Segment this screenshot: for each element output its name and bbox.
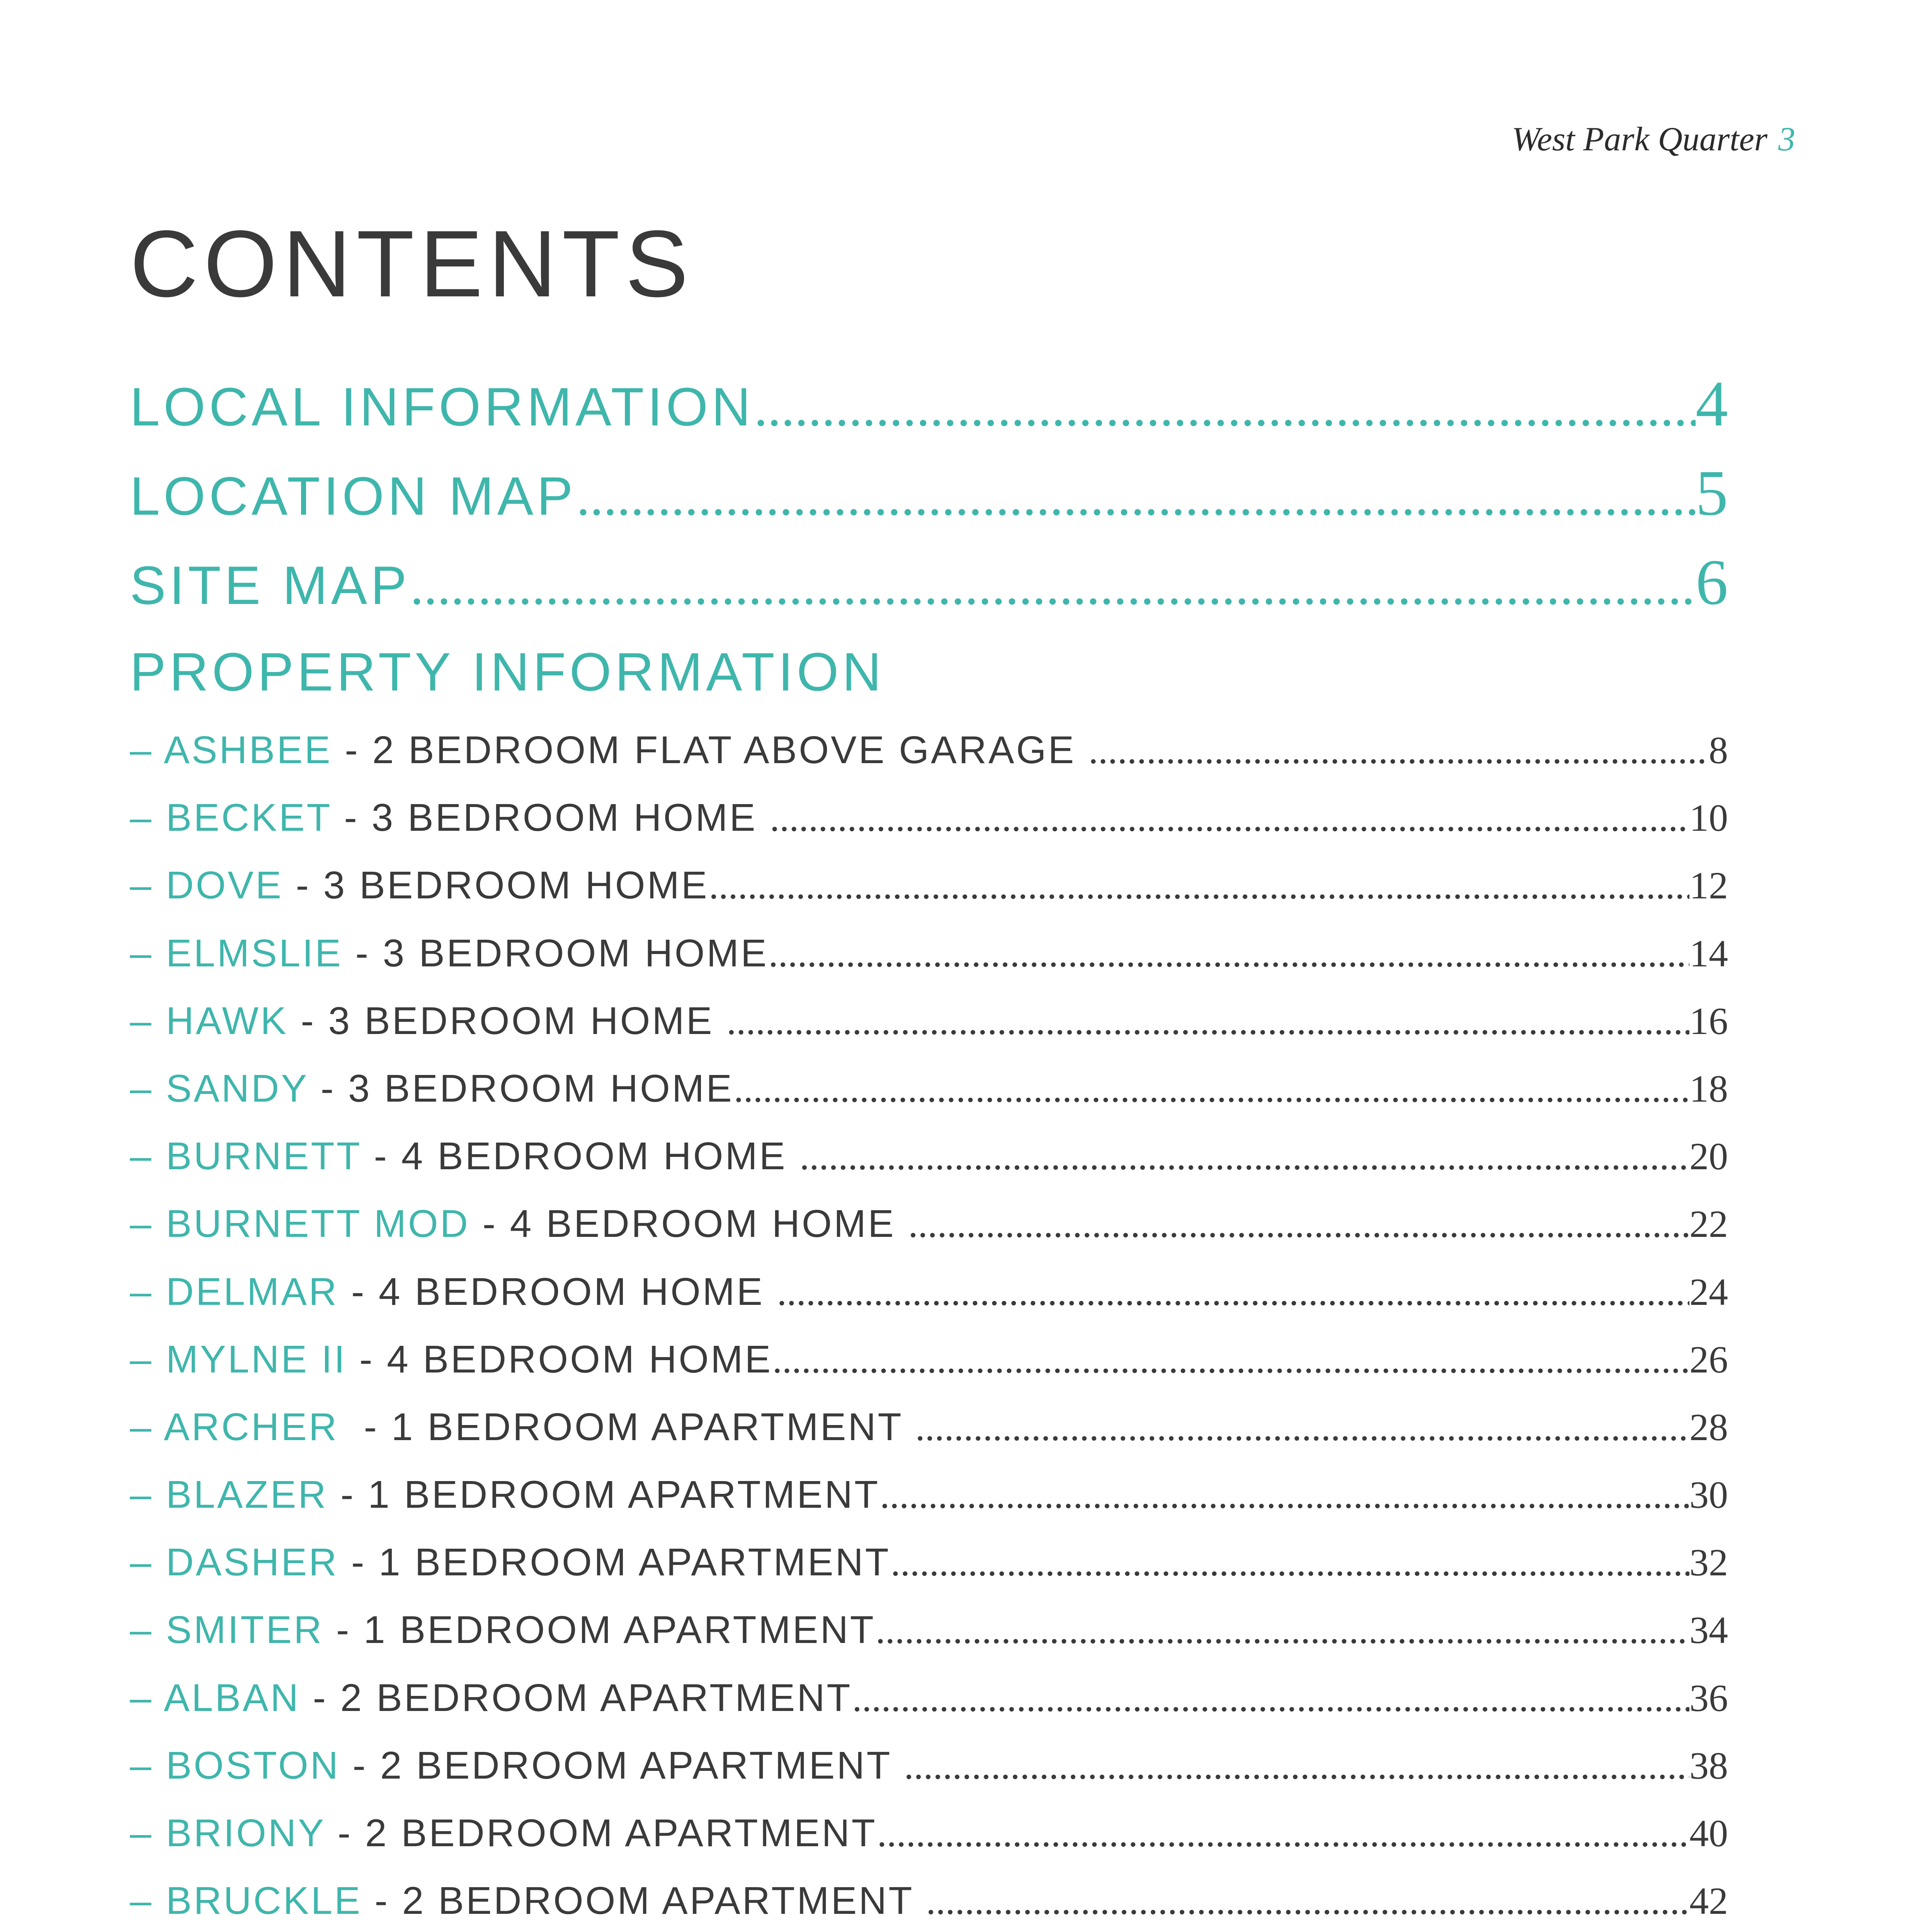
toc-entry-smiter[interactable] (130, 1596, 1728, 1664)
property-name: – BOSTON (130, 1743, 340, 1787)
property-description: - 2 BEDROOM FLAT ABOVE GARAGE (332, 728, 1089, 772)
toc-entry-page: 4 (1696, 368, 1728, 440)
toc-entry-page: 6 (1696, 546, 1728, 618)
toc-entry-page: 28 (1689, 1405, 1728, 1449)
property-name: – MYLNE II (130, 1337, 347, 1381)
dot-leader (926, 1867, 1689, 1932)
toc-entry-page: 40 (1689, 1812, 1728, 1855)
property-name: – BURNETT MOD (130, 1202, 470, 1246)
property-description: - 4 BEDROOM HOME (338, 1270, 777, 1313)
dot-leader (734, 1055, 1689, 1122)
dot-leader (891, 1529, 1689, 1596)
dot-leader (908, 1190, 1689, 1258)
toc-entry-boston[interactable] (130, 1732, 1728, 1799)
page-number: 3 (1778, 121, 1795, 158)
property-description: - 3 BEDROOM HOME (308, 1066, 734, 1110)
publication-title: West Park Quarter (1512, 121, 1767, 158)
dot-leader (772, 1326, 1689, 1393)
dot-leader (777, 1258, 1689, 1326)
dot-leader (799, 1122, 1689, 1190)
toc-entry-delmar[interactable] (130, 1258, 1728, 1326)
property-description: - 4 BEDROOM HOME (361, 1134, 800, 1178)
dot-leader (577, 452, 1696, 541)
dot-leader (726, 987, 1689, 1055)
toc-entry-page: 8 (1709, 729, 1728, 772)
toc-entry-sandy[interactable] (130, 1055, 1728, 1122)
toc-entry-briony[interactable] (130, 1799, 1728, 1867)
toc-entry-page: 32 (1689, 1541, 1728, 1584)
property-name: – ASHBEE (130, 728, 332, 772)
dot-leader (904, 1732, 1689, 1799)
table-of-contents (130, 359, 1728, 1932)
property-name: – HAWK (130, 999, 288, 1043)
property-description: - 3 BEDROOM HOME (342, 931, 769, 975)
property-description: - 2 BEDROOM APARTMENT (340, 1743, 904, 1787)
property-name: – DASHER (130, 1541, 339, 1584)
toc-entry-page: 12 (1689, 864, 1728, 907)
property-description: - 1 BEDROOM APARTMENT (338, 1405, 915, 1449)
toc-entry-blazer[interactable] (130, 1461, 1728, 1529)
toc-entry-label: SITE MAP (130, 555, 410, 616)
dot-leader (709, 852, 1689, 919)
property-description: - 3 BEDROOM HOME (331, 796, 770, 840)
property-name: – BLAZER (130, 1473, 328, 1517)
toc-entry-page: 36 (1689, 1676, 1728, 1719)
toc-entry-ashbee[interactable] (130, 716, 1728, 784)
toc-entry-bruckle[interactable] (130, 1867, 1728, 1932)
toc-entry-page: 20 (1689, 1135, 1728, 1178)
property-description: - 4 BEDROOM HOME (469, 1202, 908, 1246)
toc-entry-label: LOCATION MAP (130, 466, 577, 526)
property-description: - 1 BEDROOM APARTMENT (323, 1608, 876, 1652)
property-description: - 1 BEDROOM APARTMENT (338, 1541, 891, 1584)
property-description: - 2 BEDROOM APARTMENT (325, 1811, 877, 1855)
property-description: - 2 BEDROOM APARTMENT (300, 1676, 852, 1719)
dot-leader (769, 920, 1689, 987)
toc-entry-elmslie[interactable] (130, 920, 1728, 987)
property-name: – BRUCKLE (130, 1879, 362, 1923)
property-name: – ALBAN (130, 1676, 300, 1719)
dot-leader (754, 363, 1696, 452)
property-description: - 3 BEDROOM HOME (283, 864, 709, 907)
property-description: - 3 BEDROOM HOME (288, 999, 727, 1043)
page-title: CONTENTS (130, 211, 694, 316)
running-header (1512, 120, 1795, 159)
toc-entry-dasher[interactable] (130, 1529, 1728, 1596)
property-name: – SANDY (130, 1066, 308, 1110)
toc-entry-page: 18 (1689, 1067, 1728, 1110)
toc-entry-archer[interactable] (130, 1393, 1728, 1461)
property-description: - 4 BEDROOM HOME (347, 1337, 773, 1381)
toc-entry-site-map[interactable] (130, 538, 1728, 627)
dot-leader (876, 1596, 1689, 1664)
toc-entry-page: 24 (1689, 1270, 1728, 1313)
toc-entry-page: 38 (1689, 1744, 1728, 1787)
property-name: – ELMSLIE (130, 931, 343, 975)
toc-entry-mylne-ii[interactable] (130, 1326, 1728, 1393)
toc-entry-alban[interactable] (130, 1664, 1728, 1732)
property-name: – BECKET (130, 796, 332, 840)
property-name: – BURNETT (130, 1134, 361, 1178)
property-name: – SMITER (130, 1608, 324, 1652)
toc-entry-page: 34 (1689, 1609, 1728, 1652)
dot-leader (880, 1461, 1689, 1529)
property-description: - 1 BEDROOM APARTMENT (328, 1473, 880, 1517)
toc-entry-page: 16 (1689, 999, 1728, 1043)
toc-entry-page: 42 (1689, 1879, 1728, 1923)
dot-leader (915, 1393, 1689, 1461)
property-name: – BRIONY (130, 1811, 325, 1855)
toc-entry-burnett-mod[interactable] (130, 1190, 1728, 1258)
dot-leader (770, 784, 1689, 852)
property-description: - 2 BEDROOM APARTMENT (362, 1879, 926, 1923)
toc-entry-hawk[interactable] (130, 987, 1728, 1055)
toc-entry-becket[interactable] (130, 784, 1728, 852)
property-name: – DOVE (130, 864, 283, 907)
toc-entry-page: 22 (1689, 1202, 1728, 1246)
toc-entry-label: LOCAL INFORMATION (130, 376, 754, 437)
toc-entry-page: 30 (1689, 1473, 1728, 1517)
toc-entry-dove[interactable] (130, 852, 1728, 919)
dot-leader (877, 1799, 1689, 1867)
toc-entry-page: 5 (1696, 457, 1728, 529)
dot-leader (410, 541, 1696, 631)
property-name: – DELMAR (130, 1270, 339, 1313)
toc-entry-location-map[interactable] (130, 449, 1728, 538)
toc-entry-page: 10 (1689, 796, 1728, 840)
dot-leader (1089, 716, 1709, 784)
property-information-heading[interactable]: PROPERTY INFORMATION (130, 641, 885, 702)
toc-entry-page: 26 (1689, 1338, 1728, 1381)
toc-entry-burnett[interactable] (130, 1122, 1728, 1190)
toc-entry-local-information[interactable] (130, 359, 1728, 449)
toc-entry-page: 14 (1689, 932, 1728, 975)
dot-leader (852, 1664, 1689, 1732)
property-name: – ARCHER (130, 1405, 339, 1449)
